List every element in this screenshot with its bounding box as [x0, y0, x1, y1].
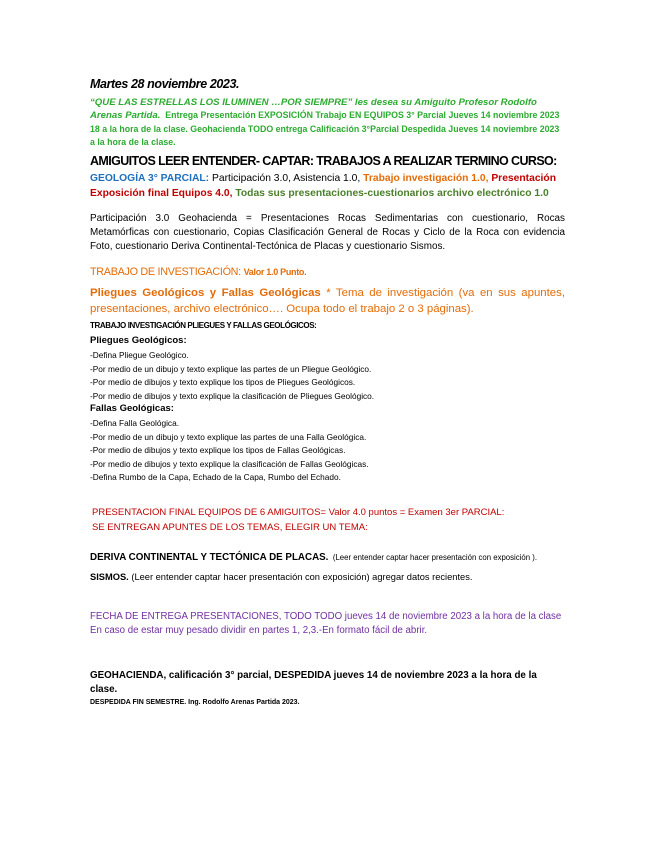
parcial-trabajo: Trabajo investigación 1.0,: [363, 173, 489, 184]
fallas-list: [90, 417, 565, 485]
parcial-line: [90, 171, 565, 201]
list-item: -Por medio de dibujos y texto explique los tipos de Pliegues Geológicos.: [90, 377, 356, 387]
trabajo-heading-text: TRABAJO DE INVESTIGACIÓN:: [90, 266, 241, 278]
trabajo-heading: [90, 266, 565, 278]
sismos-note: (Leer entender captar hacer presentación con exposición) agregar datos recientes.: [131, 572, 473, 582]
pliegues-list: [90, 349, 565, 403]
intro-block: [90, 96, 565, 150]
participacion-text: Participación 3.0 Geohacienda = Presentaciones Rocas Sedimentarias con cuestionario, Rocas Metamórficas con cuestionario, Copias Clasificación General de Rocas y Ciclo de la Roca con evidencia Foto, cuestionario Deriva Continental-Tectónica de Placas y cuestionario Sismos.: [90, 213, 565, 252]
intro-entrega: Entrega Presentación EXPOSICIÓN Trabajo EN EQUIPOS 3° Parcial Jueves 14 noviembre 2023 18 a la hora de la clase. Geohacienda TODO entrega Calificación 3°Parcial Despedida Jueves 14 noviembre 2023 a la hora de la clase.: [90, 110, 560, 148]
parcial-plain: Participación 3.0, Asistencia 1.0,: [211, 173, 361, 184]
sismos-line: [90, 572, 565, 582]
presentacion-line1: PRESENTACION FINAL EQUIPOS DE 6 AMIGUITOS= Valor 4.0 puntos = Examen 3er PARCIAL:: [92, 507, 505, 518]
list-item: -Por medio de dibujos y texto explique la clasificación de Fallas Geológicas.: [90, 458, 369, 469]
parcial-todas: Todas sus presentaciones-cuestionarios archivo electrónico 1.0: [235, 188, 549, 199]
list-item: -Defina Pliegue Geológico.: [90, 350, 189, 360]
fecha-block: [90, 610, 565, 638]
list-item: -Por medio de dibujos y texto explique los tipos de Fallas Geológicas.: [90, 445, 346, 455]
presentacion-line2: SE ENTREGAN APUNTES DE LOS TEMAS, ELEGIR UN TEMA:: [92, 522, 368, 533]
trabajo-valor: Valor 1.0 Punto.: [243, 267, 307, 277]
parcial-label: GEOLOGÍA 3° PARCIAL:: [90, 173, 210, 184]
despedida-line: DESPEDIDA FIN SEMESTRE. Ing. Rodolfo Arenas Partida 2023.: [90, 699, 300, 706]
main-heading: AMIGUITOS LEER ENTENDER- CAPTAR: TRABAJOS A REALIZAR TERMINO CURSO:: [90, 154, 557, 168]
list-item: -Defina Falla Geológica.: [90, 418, 180, 428]
deriva-title: DERIVA CONTINENTAL Y TECTÓNICA DE PLACAS.: [90, 552, 329, 563]
intro-quote: “QUE LAS ESTRELLAS LOS ILUMINEN …POR SIEMPRE” les desea su Amiguito Profesor Rodolfo Arenas Partida.: [90, 97, 537, 122]
sismos-title: SISMOS.: [90, 572, 129, 582]
list-item: -Por medio de un dibujo y texto explique las partes de una Falla Geológica.: [90, 431, 367, 442]
fallas-title: Fallas Geológicas:: [90, 403, 174, 414]
trabajo-subheading: TRABAJO INVESTIGACIÓN PLIEGUES Y FALLAS GEOLÓGICOS:: [90, 321, 317, 330]
trabajo-topic-block: [90, 285, 565, 317]
list-item: -Por medio de dibujos y texto explique la clasificación de Pliegues Geológico.: [90, 390, 375, 401]
list-item: -Defina Rumbo de la Capa, Echado de la Capa, Rumbo del Echado.: [90, 472, 341, 482]
fecha-line1: FECHA DE ENTREGA PRESENTACIONES, TODO TODO jueves 14 de noviembre 2023 a la hora de la clase: [90, 611, 562, 622]
pliegues-title: Pliegues Geológicos:: [90, 335, 187, 346]
deriva-note: (Leer entender captar hacer presentación con exposición ).: [332, 553, 537, 562]
list-item: -Por medio de un dibujo y texto explique las partes de un Pliegue Geológico.: [90, 363, 372, 374]
parcial-presentacion: Presentación Exposición final Equipos 4.0,: [90, 173, 556, 199]
trabajo-topic: Pliegues Geológicos y Fallas Geológicas: [90, 287, 321, 299]
document-date: Martes 28 noviembre 2023.: [90, 77, 240, 91]
fecha-line2: En caso de estar muy pesado dividir en partes 1, 2,3.-En formato fácil de abrir.: [90, 625, 428, 636]
deriva-line: [90, 547, 565, 565]
geohacienda-line: GEOHACIENDA, calificación 3° parcial, DESPEDIDA jueves 14 de noviembre 2023 a la hora de la clase.: [90, 670, 537, 695]
trabajo-topic-note: * Tema de investigación (va en sus apuntes, presentaciones, archivo electrónico…. Ocupa todo el trabajo 2 o 3 páginas).: [90, 287, 565, 315]
